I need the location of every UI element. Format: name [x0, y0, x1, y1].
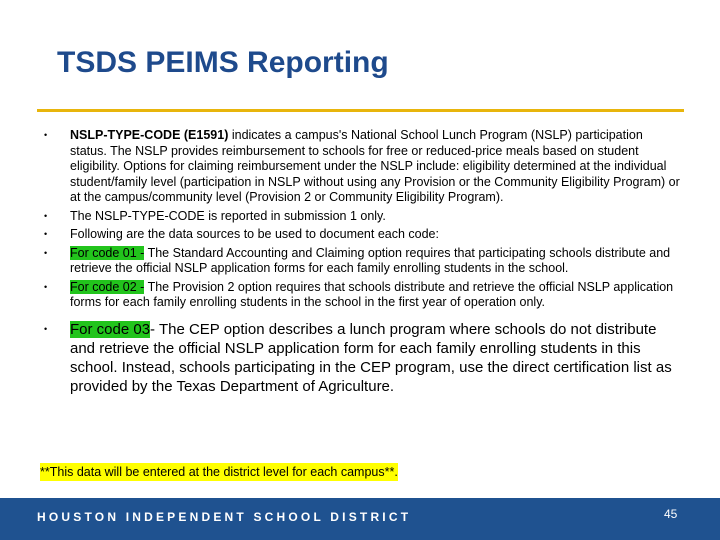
bullet-text: - The CEP option describes a lunch program where schools do not distribute and retrieve the official NSLP application form for each family enrolling students in this school. Instead, schools participating in the CEP program, use the direct certification list as provided by the Texas Department of Agriculture. — [70, 320, 672, 395]
bullet-item-code-02 — [0, 280, 680, 311]
bullet-list — [0, 128, 720, 396]
bullet-dot-icon: • — [44, 323, 48, 334]
slide-title: TSDS PEIMS Reporting — [57, 46, 389, 79]
bullet-text: The Provision 2 option requires that schools distribute and retrieve the official NSLP application forms for each family enrolling students in the school in the first year of operation only. — [70, 279, 674, 309]
bullet-bold-lead: NSLP-TYPE-CODE (E1591) — [70, 128, 229, 142]
code-highlight: For code 03 — [70, 320, 151, 338]
bullet-text: indicates a campus's National School Lunch Program (NSLP) participation status. The NSLP provides reimbursement to schools for free or reduced-price meals based on student eligibility. Options for claiming reimbursement under the NSLP include: eligibility determined at the individual student/family level (participation in NSLP without using any Provision or the Community Eligibility Program) or at the campus/community level (Provision 2 or Community Eligibility Program). — [70, 128, 680, 204]
bullet-item-submission — [0, 209, 680, 225]
title-underline — [37, 109, 684, 112]
code-highlight: For code 01 - — [70, 245, 145, 260]
footer-bar — [0, 498, 720, 540]
bullet-dot-icon: • — [44, 130, 48, 140]
bullet-item-code-03 — [0, 320, 680, 396]
bullet-text: The NSLP-TYPE-CODE is reported in submission 1 only. — [70, 208, 386, 223]
code-highlight: For code 02 - — [70, 279, 145, 294]
bullet-dot-icon: • — [44, 229, 48, 239]
bullet-dot-icon: • — [44, 247, 48, 258]
bullet-item-code-01 — [0, 246, 680, 277]
district-level-footnote: **This data will be entered at the district level for each campus**. — [40, 465, 398, 479]
bullet-dot-icon: • — [44, 281, 48, 292]
bullet-item-data-sources — [0, 227, 680, 243]
bullet-text: The Standard Accounting and Claiming option requires that participating schools distribute and retrieve the official NSLP application forms for each family enrolling students in the school. — [70, 245, 671, 275]
bullet-text: Following are the data sources to be used to document each code: — [70, 227, 439, 241]
bullet-dot-icon: • — [44, 210, 48, 221]
organization-name: HOUSTON INDEPENDENT SCHOOL DISTRICT — [37, 510, 412, 524]
page-number: 45 — [664, 507, 678, 521]
bullet-item-nslp-type-code — [0, 128, 680, 206]
